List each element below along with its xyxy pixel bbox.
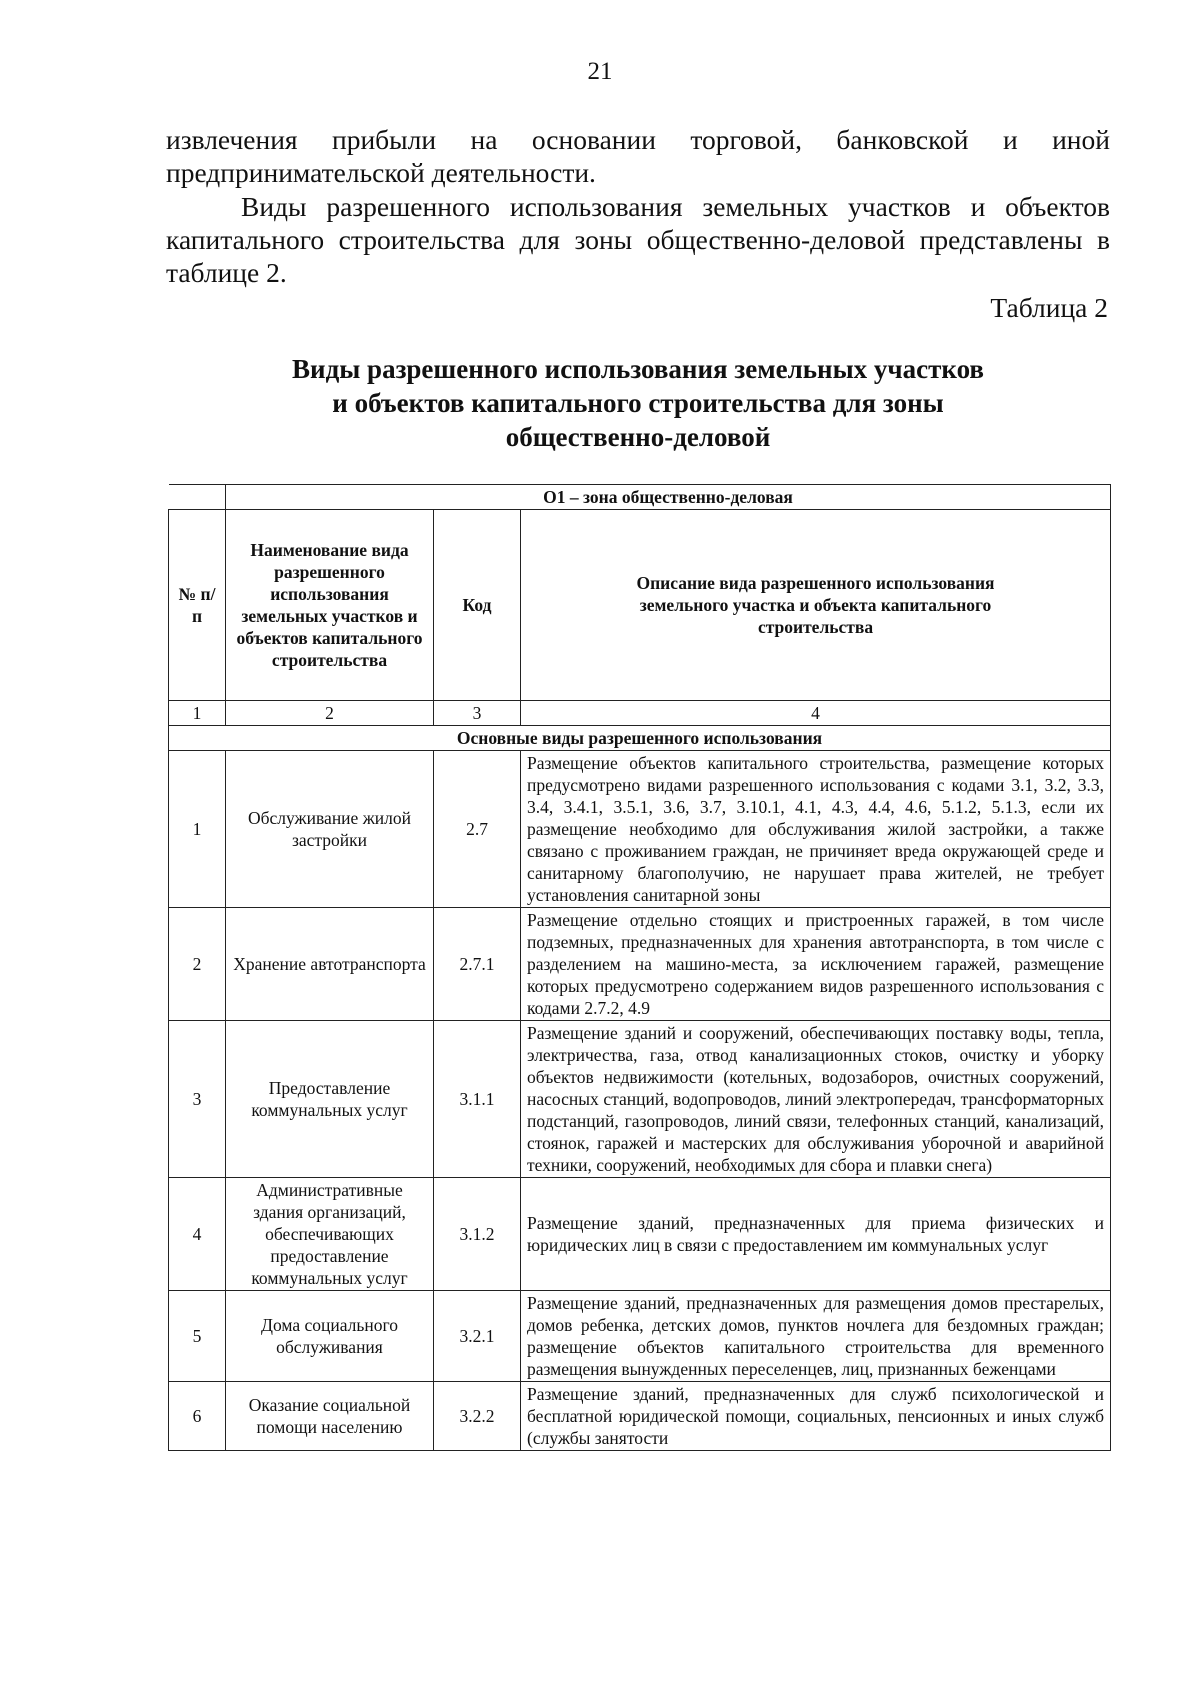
row-code: 3.1.2 bbox=[434, 1178, 521, 1291]
table-row bbox=[169, 751, 1111, 908]
row-number: 5 bbox=[169, 1291, 226, 1382]
row-number: 6 bbox=[169, 1382, 226, 1451]
row-description: Размещение зданий, предназначенных для служб психологической и бесплатной юридической помощи, социальных, пенсионных и иных служб (службы занятости bbox=[521, 1382, 1111, 1451]
section-row bbox=[169, 726, 1111, 751]
row-description: Размещение зданий, предназначенных для размещения домов престарелых, домов ребенка, детских домов, пунктов ночлега для бездомных граждан; размещение объектов капитального строительства для временного размещения вынужденных переселенцев, лиц, признанных беженцами bbox=[521, 1291, 1111, 1382]
header-name: Наименование вида разрешенного использования земельных участков и объектов капитального строительства bbox=[226, 510, 434, 701]
table-title bbox=[166, 352, 1110, 454]
table-title-line-2: и объектов капитального строительства для зоны bbox=[332, 388, 944, 418]
table-row bbox=[169, 1178, 1111, 1291]
row-code: 3.1.1 bbox=[434, 1021, 521, 1178]
row-number: 1 bbox=[169, 751, 226, 908]
column-number: 4 bbox=[521, 701, 1111, 726]
row-number: 4 bbox=[169, 1178, 226, 1291]
row-description: Размещение зданий, предназначенных для приема физических и юридических лиц в связи с предоставлением им коммунальных услуг bbox=[521, 1178, 1111, 1291]
row-name: Оказание социальной помощи населению bbox=[226, 1382, 434, 1451]
row-description: Размещение объектов капитального строительства, размещение которых предусмотрено видами разрешенного использования с кодами 3.1, 3.2, 3.3, 3.4, 3.4.1, 3.5.1, 3.6, 3.7, 3.10.1, 4.1, 4.3, 4.4, 4.6, 5.1.2, 5.1.3, если их размещение необходимо для обслуживания жилой застройки, а также связано с проживанием граждан, не причиняет вреда окружающей среде и санитарному благополучию, не нарушает права жителей, не требует установления санитарной зоны bbox=[521, 751, 1111, 908]
row-code: 2.7.1 bbox=[434, 908, 521, 1021]
section-header: Основные виды разрешенного использования bbox=[169, 726, 1111, 751]
header-code: Код bbox=[434, 510, 521, 701]
row-name: Дома социального обслуживания bbox=[226, 1291, 434, 1382]
table-label: Таблица 2 bbox=[990, 292, 1108, 323]
row-code: 2.7 bbox=[434, 751, 521, 908]
table-title-line-3: общественно-деловой bbox=[505, 422, 771, 452]
row-description: Размещение зданий и сооружений, обеспечивающих поставку воды, тепла, электричества, газа, отвод канализационных стоков, очистку и уборку объектов недвижимости (котельных, водозаборов, очистных сооружений, насосных станций, водопроводов, линий электропередач, трансформаторных подстанций, газопроводов, линий связи, телефонных станций, канализаций, стоянок, гаражей и мастерских для обслуживания уборочной и аварийной техники, сооружений, необходимых для сбора и плавки снега) bbox=[521, 1021, 1111, 1178]
column-number-row bbox=[169, 701, 1111, 726]
table-row bbox=[169, 1291, 1111, 1382]
permitted-use-table bbox=[168, 484, 1111, 1451]
table-row bbox=[169, 1021, 1111, 1178]
table-row bbox=[169, 908, 1111, 1021]
paragraph-intro: Виды разрешенного использования земельных участков и объектов капитального строительства для зоны общественно-деловой представлены в таблице 2. bbox=[166, 191, 1110, 288]
header-num: № п/п bbox=[169, 510, 226, 701]
row-name: Предоставление коммунальных услуг bbox=[226, 1021, 434, 1178]
paragraph-continuation: извлечения прибыли на основании торговой, банковской и иной предпринимательской деятельности. bbox=[166, 124, 1110, 188]
row-name: Хранение автотранспорта bbox=[226, 908, 434, 1021]
row-code: 3.2.1 bbox=[434, 1291, 521, 1382]
row-name: Административные здания организаций, обеспечивающих предоставление коммунальных услуг bbox=[226, 1178, 434, 1291]
column-number: 3 bbox=[434, 701, 521, 726]
header-description: Описание вида разрешенного использования земельного участка и объекта капитального строительства bbox=[521, 510, 1111, 701]
row-number: 2 bbox=[169, 908, 226, 1021]
table-row bbox=[169, 1382, 1111, 1451]
row-number: 3 bbox=[169, 1021, 226, 1178]
row-description: Размещение отдельно стоящих и пристроенных гаражей, в том числе подземных, предназначенных для хранения автотранспорта, в том числе с разделением на машино-места, за исключением гаражей, размещение которых предусмотрено содержанием видов разрешенного использования с кодами 2.7.2, 4.9 bbox=[521, 908, 1111, 1021]
row-name: Обслуживание жилой застройки bbox=[226, 751, 434, 908]
row-code: 3.2.2 bbox=[434, 1382, 521, 1451]
page-number: 21 bbox=[587, 58, 613, 85]
zone-header-row bbox=[169, 485, 1111, 510]
column-number: 1 bbox=[169, 701, 226, 726]
column-header-row bbox=[169, 510, 1111, 701]
table-title-line-1: Виды разрешенного использования земельных участков bbox=[292, 354, 984, 384]
column-number: 2 bbox=[226, 701, 434, 726]
zone-header: О1 – зона общественно-деловая bbox=[226, 485, 1111, 510]
